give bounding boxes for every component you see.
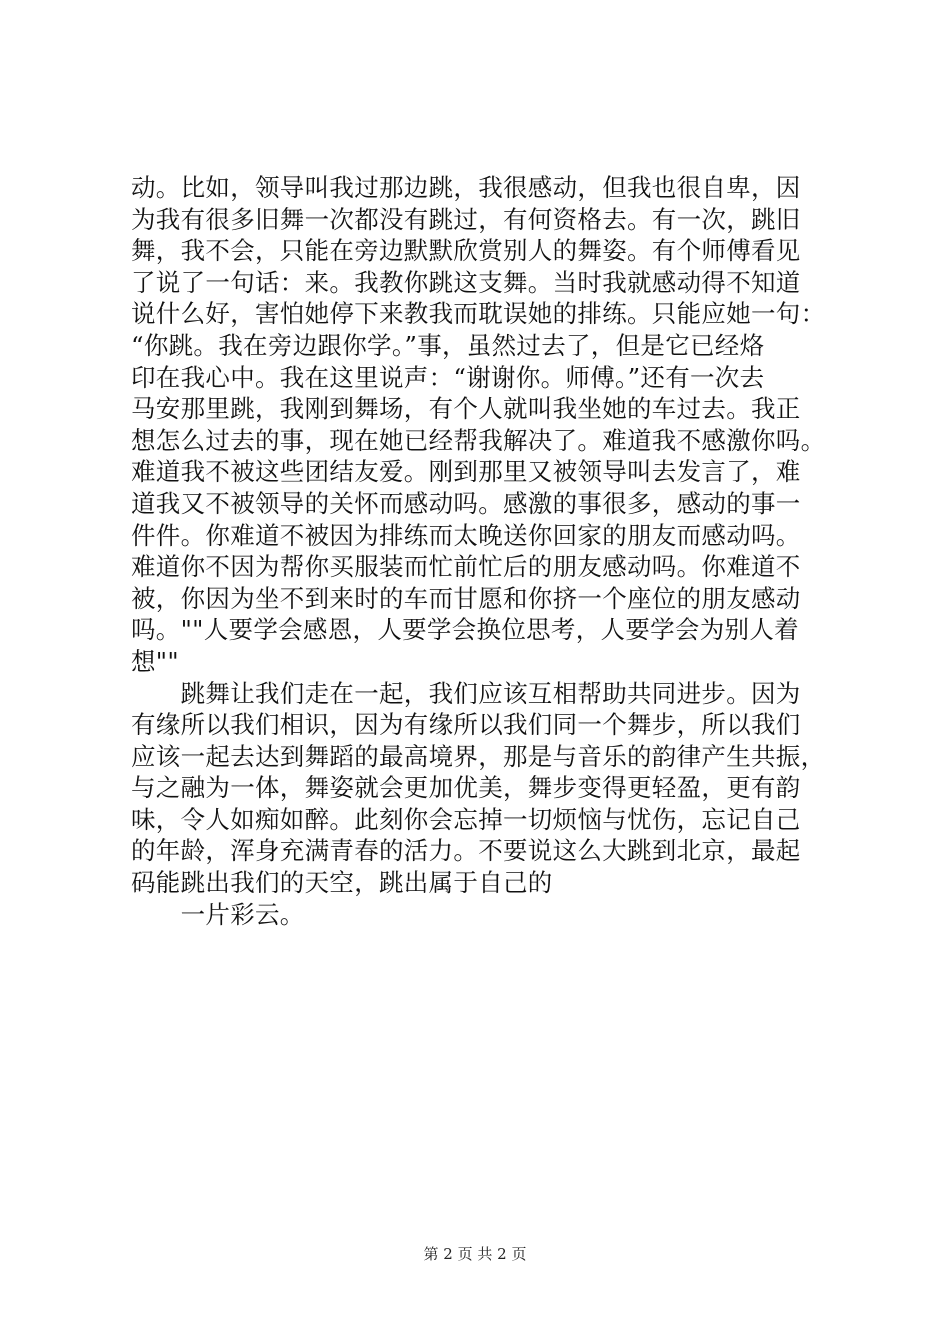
text-line: 马安那里跳，我刚到舞场，有个人就叫我坐她的车过去。我正 [131,394,801,424]
text-line: 想"" [131,646,179,676]
text-line: 被，你因为坐不到来时的车而甘愿和你挤一个座位的朋友感动 [131,583,801,613]
text-line: 跳舞让我们走在一起，我们应该互相帮助共同进步。因为 [131,678,801,708]
text-line: 件件。你难道不被因为排练而太晚送你回家的朋友而感动吗。 [131,520,801,550]
text-line: “你跳。我在旁边跟你学。”事，虽然过去了，但是它已经烙 [131,330,765,360]
page-footer [0,1244,950,1264]
text-line: 码能跳出我们的天空，跳出属于自己的 [131,868,553,898]
text-line: 难道你不因为帮你买服装而忙前忙后的朋友感动吗。你难道不 [131,552,801,582]
text-line: 的年龄，浑身充满青春的活力。不要说这么大跳到北京，最起 [131,836,801,866]
text-line: 印在我心中。我在这里说声：“谢谢你。师傅。”还有一次去 [131,362,765,392]
text-line: 有缘所以我们相识，因为有缘所以我们同一个舞步，所以我们 [131,710,801,740]
text-line: 了说了一句话：来。我教你跳这支舞。当时我就感动得不知道 [131,267,801,297]
text-line: 吗。""人要学会感恩，人要学会换位思考，人要学会为别人着 [131,615,799,645]
text-line: 应该一起去达到舞蹈的最高境界，那是与音乐的韵律产生共振， [131,741,826,771]
text-line: 道我又不被领导的关怀而感动吗。感激的事很多，感动的事一 [131,488,801,518]
text-line: 说什么好，害怕她停下来教我而耽误她的排练。只能应她一句： [131,299,826,329]
text-line: 味，令人如痴如醉。此刻你会忘掉一切烦恼与忧伤，忘记自己 [131,804,801,834]
text-line: 与之融为一体，舞姿就会更加优美，舞步变得更轻盈，更有韵 [131,773,801,803]
text-line: 想怎么过去的事，现在她已经帮我解决了。难道我不感激你吗。 [131,425,826,455]
text-line: 为我有很多旧舞一次都没有跳过，有何资格去。有一次，跳旧 [131,204,801,234]
text-line: 舞，我不会，只能在旁边默默欣赏别人的舞姿。有个师傅看见 [131,236,801,266]
page-number-label: 第 2 页 共 2 页 [423,1245,527,1263]
text-line: 动。比如，领导叫我过那边跳，我很感动，但我也很自卑，因 [131,173,801,202]
text-line: 一片彩云。 [131,899,305,929]
body-text [131,172,831,930]
text-line: 难道我不被这些团结友爱。刚到那里又被领导叫去发言了，难 [131,457,801,487]
